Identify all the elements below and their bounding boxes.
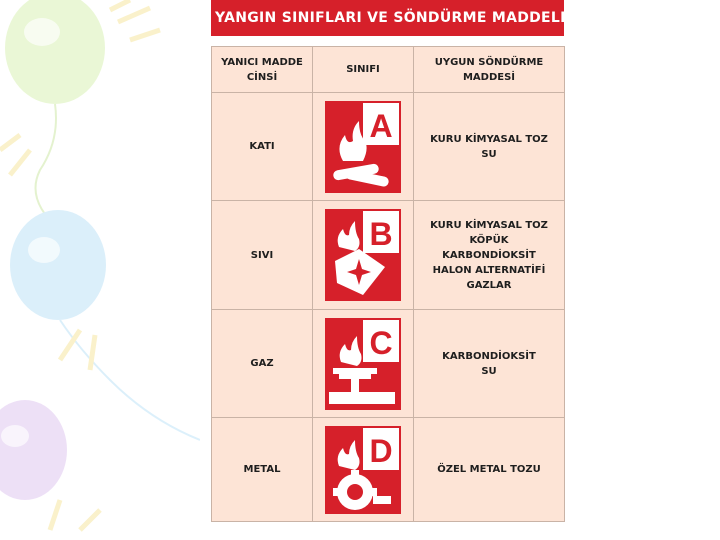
header-class: SINIFI — [313, 47, 414, 93]
fire-burning-wood-icon — [325, 101, 401, 193]
class-letter: B — [369, 216, 393, 253]
table-row — [212, 418, 565, 522]
decorative-balloons — [0, 0, 200, 540]
table-header-row — [212, 47, 565, 93]
class-cell — [313, 201, 414, 309]
balloon-green — [5, 0, 105, 104]
table-row — [212, 309, 565, 417]
agent-cell: KURU KİMYASAL TOZ SU — [414, 93, 565, 201]
class-cell — [313, 93, 414, 201]
balloon-blue — [10, 210, 106, 320]
class-cell — [313, 309, 414, 417]
class-letter: A — [369, 107, 393, 144]
table-row — [212, 93, 565, 201]
page-title: YANGIN SINIFLARI VE SÖNDÜRME MADDELERİ — [211, 0, 564, 36]
agent-cell: ÖZEL METAL TOZU — [414, 418, 565, 522]
balloon-purple — [0, 400, 67, 500]
class-letter: C — [369, 324, 393, 361]
fire-gas-burner-icon — [325, 318, 401, 410]
agent-cell: KARBONDİOKSİT SU — [414, 309, 565, 417]
fire-classes-table — [211, 46, 565, 522]
material-cell: SIVI — [212, 201, 313, 309]
fire-metal-gear-icon — [325, 426, 401, 514]
material-cell: KATI — [212, 93, 313, 201]
header-material: YANICI MADDE CİNSİ — [212, 47, 313, 93]
title-divider — [211, 36, 564, 46]
agent-cell: KURU KİMYASAL TOZ KÖPÜK KARBONDİOKSİT HALON ALTERNATİFİ GAZLAR — [414, 201, 565, 309]
material-cell: METAL — [212, 418, 313, 522]
class-cell — [313, 418, 414, 522]
material-cell: GAZ — [212, 309, 313, 417]
table-row — [212, 201, 565, 309]
class-letter: D — [369, 432, 393, 469]
fire-liquid-canister-icon — [325, 209, 401, 301]
header-agent: UYGUN SÖNDÜRME MADDESİ — [414, 47, 565, 93]
